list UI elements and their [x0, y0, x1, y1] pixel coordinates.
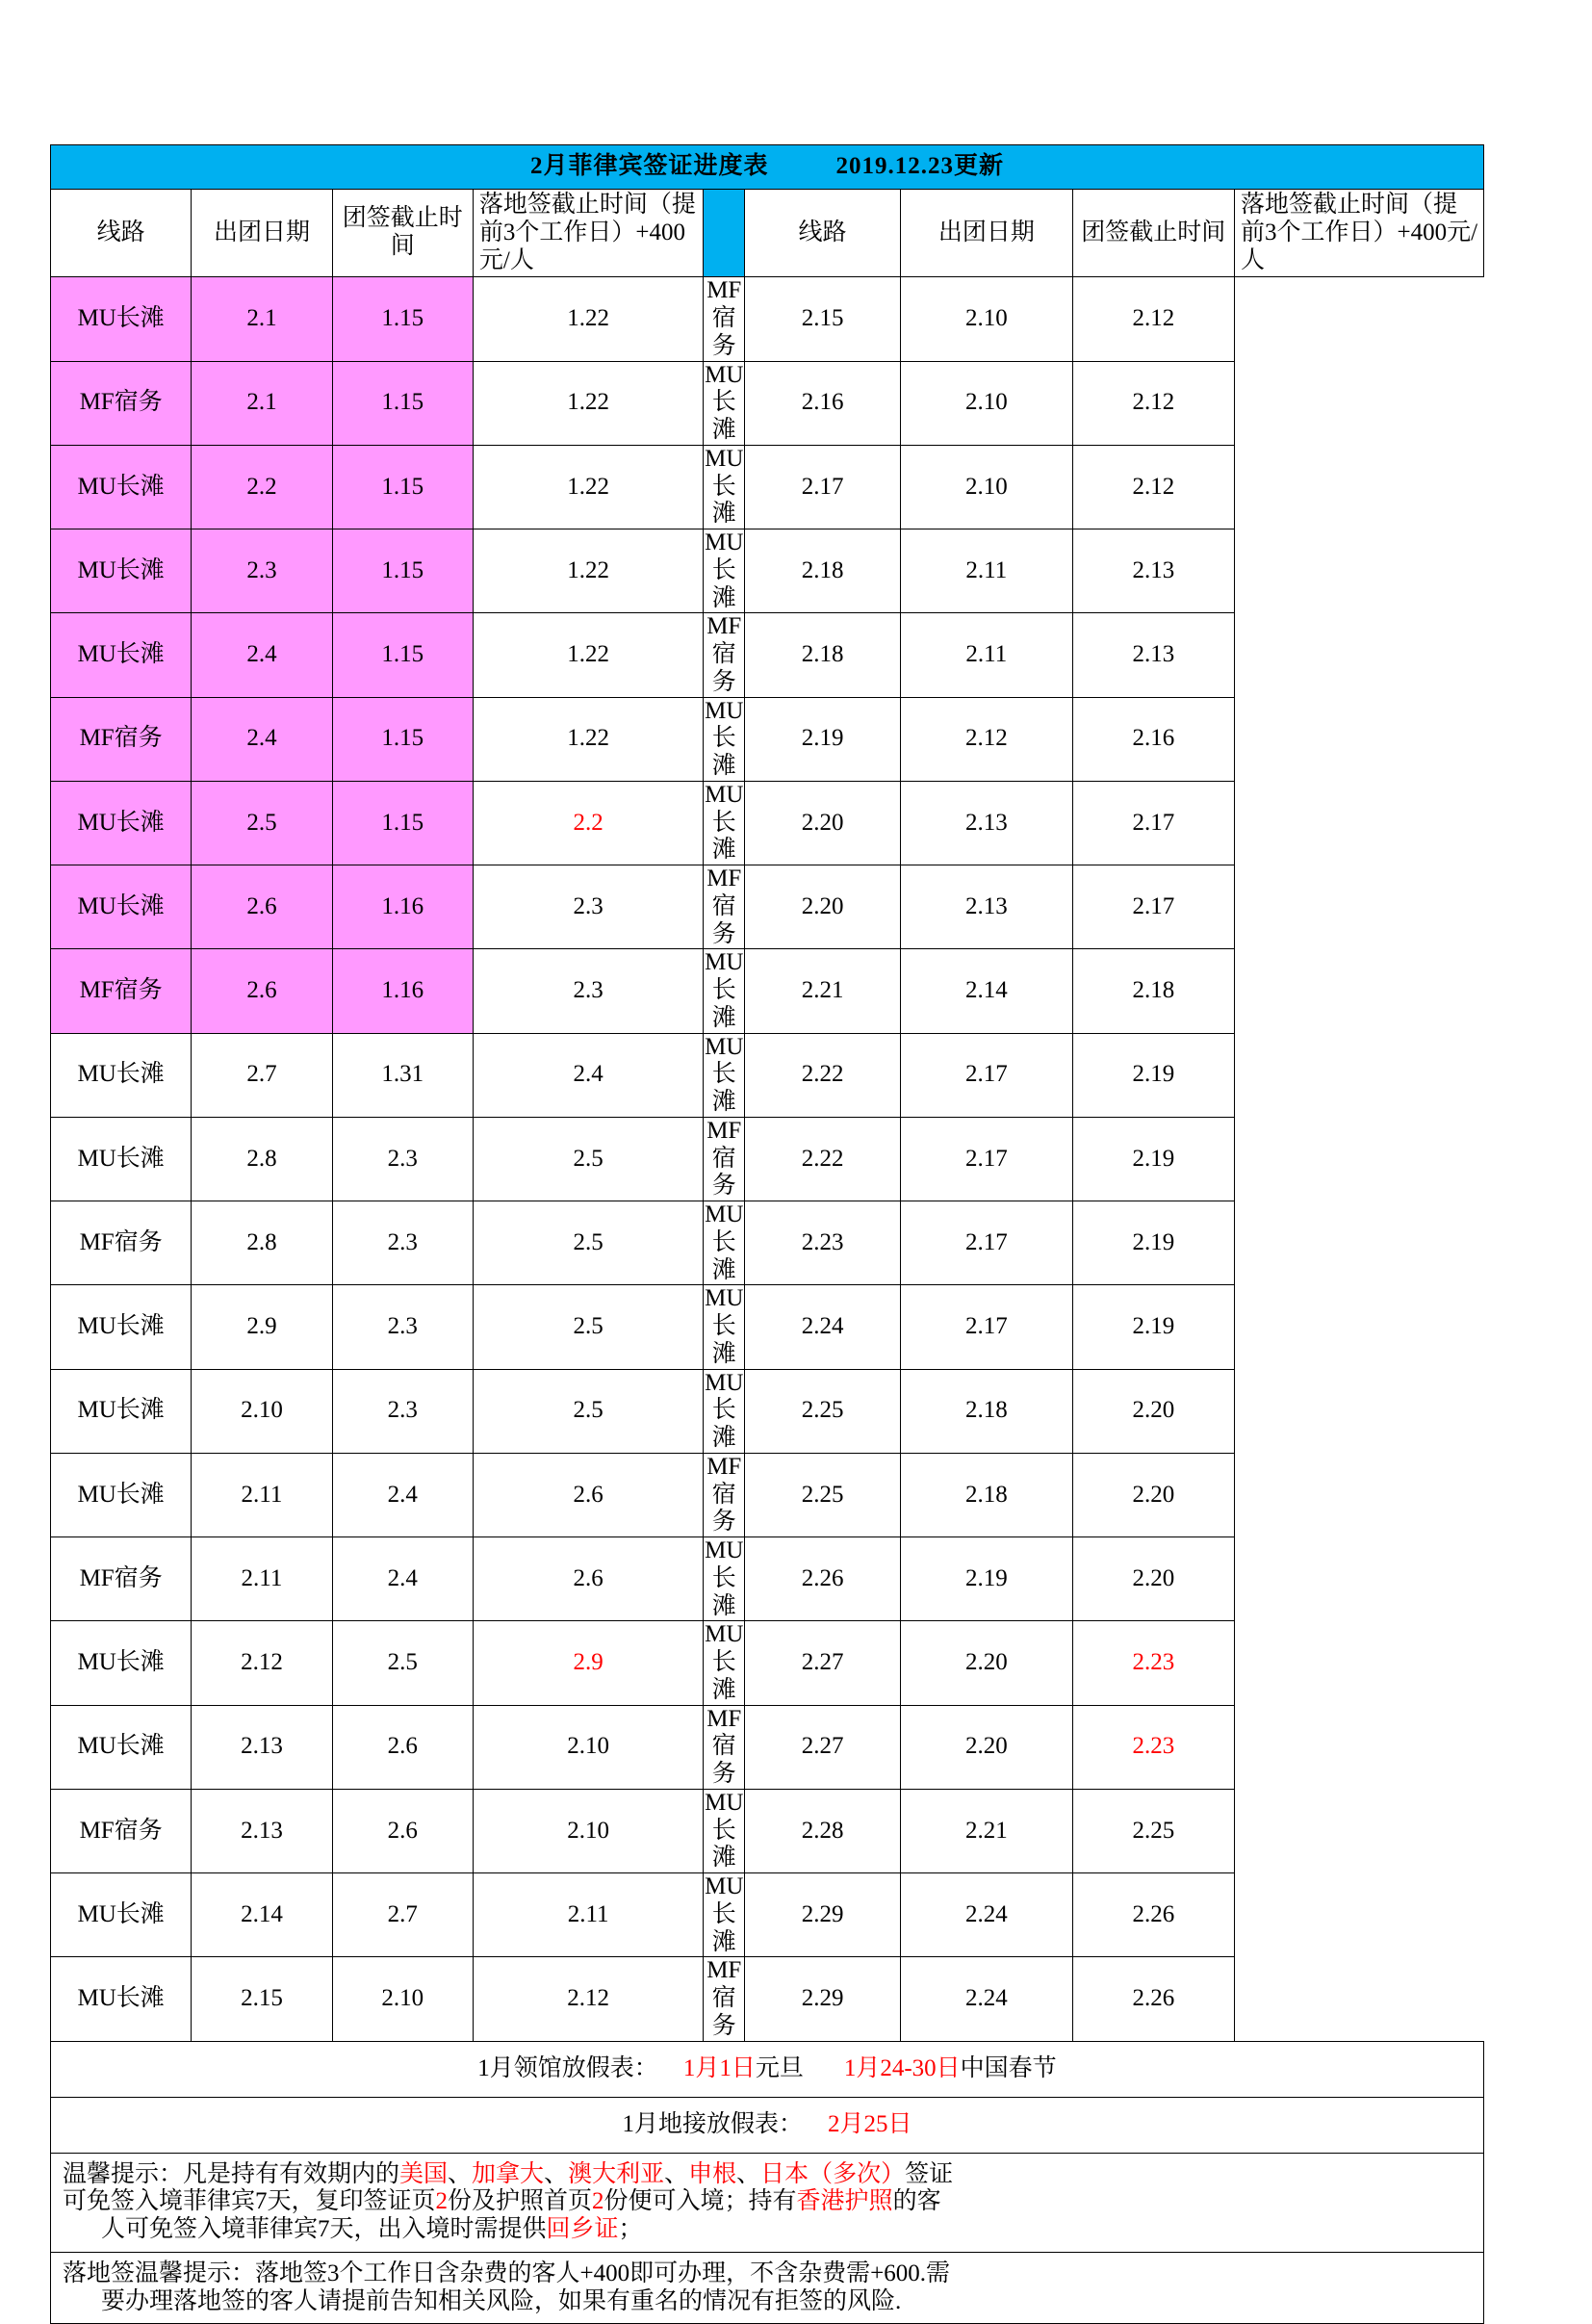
cell-left-route: MU长滩	[51, 529, 192, 613]
cell-left-depart: 2.9	[192, 1285, 332, 1369]
cell-left-group-deadline: 2.3	[332, 1369, 473, 1453]
cell-right-landing-deadline: 2.17	[1072, 865, 1234, 949]
table-row	[51, 1705, 1484, 1789]
table-row	[51, 1033, 1484, 1117]
cell-left-group-deadline: 2.6	[332, 1789, 473, 1872]
consulate-holiday-label: 1月领馆放假表：	[477, 2054, 658, 2081]
cell-right-depart: 2.20	[745, 781, 901, 865]
cell-right-depart: 2.27	[745, 1705, 901, 1789]
table-row	[51, 1285, 1484, 1369]
table-row	[51, 1537, 1484, 1621]
consulate-holiday-date-1: 1月1日	[682, 2054, 756, 2081]
cell-right-route: MF宿务	[704, 1117, 745, 1201]
cell-right-route: MU长滩	[704, 1033, 745, 1117]
hk-passport: 香港护照	[796, 2188, 893, 2215]
cell-left-landing-deadline: 2.3	[473, 865, 704, 949]
cell-left-depart: 2.15	[192, 1957, 332, 2041]
cell-left-depart: 2.8	[192, 1117, 332, 1201]
cell-left-group-deadline: 1.31	[332, 1033, 473, 1117]
column-separator	[704, 190, 745, 277]
cell-right-route: MU长滩	[704, 1537, 745, 1621]
visa-schedule-sheet	[50, 144, 1484, 2324]
cell-right-group-deadline: 2.18	[900, 1453, 1072, 1536]
warm-tip-line-3	[63, 2216, 1472, 2244]
cell-left-landing-deadline: 2.10	[473, 1789, 704, 1872]
cell-right-landing-deadline: 2.26	[1072, 1873, 1234, 1957]
table-row	[51, 1117, 1484, 1201]
cell-right-depart: 2.18	[745, 613, 901, 697]
cell-right-group-deadline: 2.17	[900, 1285, 1072, 1369]
cell-right-landing-deadline: 2.12	[1072, 445, 1234, 529]
landing-visa-tip-note	[51, 2252, 1484, 2324]
warm-tip-copies-passport: 2	[592, 2188, 604, 2215]
cell-left-landing-deadline: 1.22	[473, 613, 704, 697]
cell-left-depart: 2.13	[192, 1789, 332, 1872]
ground-holiday-date: 2月25日	[828, 2110, 912, 2137]
cell-left-landing-deadline: 1.22	[473, 697, 704, 781]
cell-left-landing-deadline: 2.11	[473, 1873, 704, 1957]
cell-left-depart: 2.8	[192, 1201, 332, 1285]
cell-right-landing-deadline: 2.12	[1072, 277, 1234, 361]
cell-right-route: MU长滩	[704, 1873, 745, 1957]
sheet-title-main: 2月菲律宾签证进度表	[529, 153, 769, 180]
country-australia: 澳大利亚	[568, 2160, 665, 2187]
cell-left-depart: 2.13	[192, 1705, 332, 1789]
cell-left-depart: 2.4	[192, 697, 332, 781]
cell-right-route: MU长滩	[704, 361, 745, 445]
sep-2: 、	[544, 2160, 569, 2187]
cell-right-landing-deadline: 2.18	[1072, 949, 1234, 1033]
cell-left-depart: 2.6	[192, 949, 332, 1033]
cell-left-group-deadline: 2.4	[332, 1453, 473, 1536]
landing-tip-line-2: 要办理落地签的客人请提前告知相关风险，如果有重名的情况有拒签的风险.	[101, 2287, 902, 2314]
cell-left-route: MU长滩	[51, 781, 192, 865]
cell-right-depart: 2.18	[745, 529, 901, 613]
cell-left-group-deadline: 1.15	[332, 697, 473, 781]
cell-right-landing-deadline: 2.23	[1072, 1705, 1234, 1789]
cell-left-route: MU长滩	[51, 865, 192, 949]
cell-right-depart: 2.23	[745, 1201, 901, 1285]
cell-left-group-deadline: 1.16	[332, 865, 473, 949]
cell-right-route: MU长滩	[704, 781, 745, 865]
cell-left-depart: 2.6	[192, 865, 332, 949]
cell-right-depart: 2.19	[745, 697, 901, 781]
cell-right-route: MU长滩	[704, 1201, 745, 1285]
cell-right-group-deadline: 2.24	[900, 1957, 1072, 2041]
cell-left-landing-deadline: 2.5	[473, 1201, 704, 1285]
cell-right-route: MU长滩	[704, 1285, 745, 1369]
cell-right-group-deadline: 2.21	[900, 1789, 1072, 1872]
cell-left-landing-deadline: 1.22	[473, 445, 704, 529]
cell-left-route: MU长滩	[51, 1453, 192, 1536]
table-row	[51, 697, 1484, 781]
cell-right-landing-deadline: 2.26	[1072, 1957, 1234, 2041]
table-row	[51, 1789, 1484, 1872]
cell-left-route: MU长滩	[51, 1369, 192, 1453]
cell-left-route: MF宿务	[51, 1201, 192, 1285]
cell-left-landing-deadline: 2.12	[473, 1957, 704, 2041]
warm-tip-note	[51, 2153, 1484, 2252]
country-japan: 日本（多次）	[760, 2160, 906, 2187]
cell-left-group-deadline: 1.15	[332, 781, 473, 865]
warm-tip-line-2	[63, 2188, 1472, 2216]
table-row	[51, 361, 1484, 445]
cell-right-group-deadline: 2.17	[900, 1033, 1072, 1117]
cell-left-depart: 2.10	[192, 1369, 332, 1453]
cell-left-route: MU长滩	[51, 1957, 192, 2041]
cell-right-route: MU长滩	[704, 529, 745, 613]
cell-left-depart: 2.7	[192, 1033, 332, 1117]
consulate-holiday-note	[51, 2041, 1484, 2097]
table-row	[51, 1369, 1484, 1453]
cell-right-route: MU长滩	[704, 1789, 745, 1872]
cell-right-group-deadline: 2.10	[900, 361, 1072, 445]
sheet-title	[51, 145, 1484, 190]
sheet-title-update: 2019.12.23更新	[835, 153, 1005, 180]
cell-left-route: MU长滩	[51, 1285, 192, 1369]
cell-left-group-deadline: 1.15	[332, 529, 473, 613]
cell-right-route: MF宿务	[704, 277, 745, 361]
ground-holiday-label: 1月地接放假表：	[622, 2110, 803, 2137]
header-left-group-deadline: 团签截止时间	[332, 190, 473, 277]
consulate-holiday-name-2: 中国春节	[960, 2054, 1057, 2081]
table-row	[51, 1957, 1484, 2041]
cell-right-landing-deadline: 2.19	[1072, 1117, 1234, 1201]
table-row	[51, 865, 1484, 949]
cell-left-group-deadline: 1.15	[332, 613, 473, 697]
cell-right-depart: 2.20	[745, 865, 901, 949]
cell-right-group-deadline: 2.17	[900, 1117, 1072, 1201]
cell-right-landing-deadline: 2.19	[1072, 1033, 1234, 1117]
warm-tip-visa-word: 签证	[905, 2160, 954, 2187]
cell-left-landing-deadline: 2.4	[473, 1033, 704, 1117]
landing-visa-tip-row	[51, 2252, 1484, 2324]
warm-tip-2g: 的客	[892, 2188, 941, 2215]
cell-left-route: MF宿务	[51, 949, 192, 1033]
cell-left-depart: 2.1	[192, 277, 332, 361]
cell-right-depart: 2.16	[745, 361, 901, 445]
cell-right-landing-deadline: 2.13	[1072, 613, 1234, 697]
visa-schedule-table	[50, 144, 1484, 2324]
warm-tip-2c: 份及护照首页	[448, 2188, 593, 2215]
table-row	[51, 613, 1484, 697]
table-row	[51, 1621, 1484, 1705]
cell-right-route: MF宿务	[704, 865, 745, 949]
ground-holiday-row	[51, 2097, 1484, 2153]
title-row	[51, 145, 1484, 190]
cell-left-group-deadline: 2.3	[332, 1285, 473, 1369]
cell-right-group-deadline: 2.10	[900, 445, 1072, 529]
cell-left-landing-deadline: 2.6	[473, 1537, 704, 1621]
cell-right-route: MU长滩	[704, 1621, 745, 1705]
header-right-landing-deadline: 落地签截止时间（提前3个工作日）+400元/人	[1234, 190, 1483, 277]
cell-right-route: MU长滩	[704, 445, 745, 529]
country-canada: 加拿大	[472, 2160, 545, 2187]
ground-holiday-note	[51, 2097, 1484, 2153]
cell-left-route: MU长滩	[51, 1621, 192, 1705]
cell-right-landing-deadline: 2.20	[1072, 1453, 1234, 1536]
header-right-group-deadline: 团签截止时间	[1072, 190, 1234, 277]
cell-right-group-deadline: 2.18	[900, 1369, 1072, 1453]
cell-right-route: MF宿务	[704, 1957, 745, 2041]
cell-left-landing-deadline: 2.3	[473, 949, 704, 1033]
cell-left-depart: 2.11	[192, 1537, 332, 1621]
cell-right-group-deadline: 2.24	[900, 1873, 1072, 1957]
header-row	[51, 190, 1484, 277]
cell-right-depart: 2.15	[745, 277, 901, 361]
warm-tip-3a: 人可免签入境菲律宾7天，出入境时需提供	[101, 2216, 547, 2242]
cell-left-landing-deadline: 2.10	[473, 1705, 704, 1789]
warm-tip-3c: ；	[618, 2216, 643, 2242]
cell-right-landing-deadline: 2.20	[1072, 1537, 1234, 1621]
cell-right-landing-deadline: 2.12	[1072, 361, 1234, 445]
cell-left-landing-deadline: 2.6	[473, 1453, 704, 1536]
warm-tip-copies-visa: 2	[435, 2188, 449, 2215]
cell-right-group-deadline: 2.10	[900, 277, 1072, 361]
cell-right-depart: 2.22	[745, 1117, 901, 1201]
cell-left-landing-deadline: 2.5	[473, 1117, 704, 1201]
cell-left-depart: 2.2	[192, 445, 332, 529]
cell-right-group-deadline: 2.19	[900, 1537, 1072, 1621]
cell-left-route: MF宿务	[51, 361, 192, 445]
cell-left-group-deadline: 1.15	[332, 277, 473, 361]
cell-left-depart: 2.4	[192, 613, 332, 697]
cell-right-depart: 2.25	[745, 1453, 901, 1536]
country-schengen: 申根	[688, 2160, 737, 2187]
cell-left-depart: 2.14	[192, 1873, 332, 1957]
cell-left-group-deadline: 2.7	[332, 1873, 473, 1957]
cell-left-group-deadline: 1.15	[332, 445, 473, 529]
cell-left-landing-deadline: 2.2	[473, 781, 704, 865]
cell-right-depart: 2.24	[745, 1285, 901, 1369]
cell-left-route: MU长滩	[51, 1033, 192, 1117]
cell-left-group-deadline: 1.15	[332, 361, 473, 445]
table-row	[51, 1201, 1484, 1285]
cell-right-route: MF宿务	[704, 1705, 745, 1789]
cell-left-landing-deadline: 2.5	[473, 1369, 704, 1453]
cell-left-route: MF宿务	[51, 1789, 192, 1872]
table-row	[51, 781, 1484, 865]
cell-right-group-deadline: 2.11	[900, 613, 1072, 697]
warm-tip-2e: 份便可入境；持有	[603, 2188, 797, 2215]
header-left-depart: 出团日期	[192, 190, 332, 277]
cell-right-route: MU长滩	[704, 949, 745, 1033]
cell-left-landing-deadline: 1.22	[473, 361, 704, 445]
cell-left-depart: 2.5	[192, 781, 332, 865]
cell-left-route: MU长滩	[51, 1705, 192, 1789]
cell-right-depart: 2.29	[745, 1957, 901, 2041]
cell-left-route: MU长滩	[51, 445, 192, 529]
table-row	[51, 1873, 1484, 1957]
cell-right-depart: 2.29	[745, 1873, 901, 1957]
cell-left-route: MU长滩	[51, 1873, 192, 1957]
table-row	[51, 1453, 1484, 1536]
cell-right-route: MU长滩	[704, 1369, 745, 1453]
cell-right-group-deadline: 2.11	[900, 529, 1072, 613]
table-row	[51, 277, 1484, 361]
cell-right-group-deadline: 2.14	[900, 949, 1072, 1033]
cell-left-landing-deadline: 2.5	[473, 1285, 704, 1369]
country-usa: 美国	[399, 2160, 449, 2187]
cell-right-depart: 2.21	[745, 949, 901, 1033]
cell-right-landing-deadline: 2.20	[1072, 1369, 1234, 1453]
cell-right-depart: 2.27	[745, 1621, 901, 1705]
cell-right-depart: 2.26	[745, 1537, 901, 1621]
header-left-route: 线路	[51, 190, 192, 277]
table-row	[51, 445, 1484, 529]
table-row	[51, 529, 1484, 613]
cell-right-route: MF宿务	[704, 613, 745, 697]
consulate-holiday-row	[51, 2041, 1484, 2097]
cell-right-route: MF宿务	[704, 1453, 745, 1536]
header-left-landing-deadline: 落地签截止时间（提前3个工作日）+400元/人	[473, 190, 704, 277]
cell-right-landing-deadline: 2.13	[1072, 529, 1234, 613]
cell-left-landing-deadline: 1.22	[473, 277, 704, 361]
cell-left-group-deadline: 2.10	[332, 1957, 473, 2041]
cell-left-depart: 2.3	[192, 529, 332, 613]
warm-tip-line-1	[63, 2161, 1472, 2189]
cell-right-landing-deadline: 2.19	[1072, 1285, 1234, 1369]
warm-tip-2a: 可免签入境菲律宾7天，复印签证页	[63, 2188, 436, 2215]
table-row	[51, 949, 1484, 1033]
cell-left-depart: 2.11	[192, 1453, 332, 1536]
header-right-depart: 出团日期	[900, 190, 1072, 277]
cell-right-landing-deadline: 2.16	[1072, 697, 1234, 781]
sep-1: 、	[448, 2160, 473, 2187]
consulate-holiday-name-1: 元旦	[755, 2054, 804, 2081]
home-return-permit: 回乡证	[546, 2216, 619, 2242]
cell-left-group-deadline: 2.5	[332, 1621, 473, 1705]
header-right-route: 线路	[745, 190, 901, 277]
cell-left-route: MU长滩	[51, 277, 192, 361]
cell-left-route: MF宿务	[51, 1537, 192, 1621]
cell-left-route: MU长滩	[51, 613, 192, 697]
cell-right-depart: 2.25	[745, 1369, 901, 1453]
cell-right-depart: 2.28	[745, 1789, 901, 1872]
cell-left-route: MF宿务	[51, 697, 192, 781]
cell-left-group-deadline: 1.16	[332, 949, 473, 1033]
cell-left-group-deadline: 2.6	[332, 1705, 473, 1789]
cell-right-landing-deadline: 2.23	[1072, 1621, 1234, 1705]
warm-tip-row	[51, 2153, 1484, 2252]
cell-right-group-deadline: 2.20	[900, 1621, 1072, 1705]
cell-right-group-deadline: 2.13	[900, 781, 1072, 865]
cell-left-depart: 2.12	[192, 1621, 332, 1705]
schedule-rows	[51, 277, 1484, 2041]
cell-right-group-deadline: 2.13	[900, 865, 1072, 949]
sep-3: 、	[664, 2160, 689, 2187]
cell-left-route: MU长滩	[51, 1117, 192, 1201]
cell-right-landing-deadline: 2.17	[1072, 781, 1234, 865]
cell-left-group-deadline: 2.4	[332, 1537, 473, 1621]
cell-right-depart: 2.22	[745, 1033, 901, 1117]
sep-4: 、	[736, 2160, 761, 2187]
cell-left-landing-deadline: 2.9	[473, 1621, 704, 1705]
cell-left-depart: 2.1	[192, 361, 332, 445]
consulate-holiday-date-2: 1月24-30日	[843, 2054, 961, 2081]
cell-right-landing-deadline: 2.25	[1072, 1789, 1234, 1872]
cell-right-group-deadline: 2.17	[900, 1201, 1072, 1285]
cell-right-depart: 2.17	[745, 445, 901, 529]
landing-tip-line-1: 落地签温馨提示：落地签3个工作日含杂费的客人+400即可办理，不含杂费需+600.需	[63, 2259, 950, 2286]
warm-tip-intro: 温馨提示：凡是持有有效期内的	[63, 2160, 400, 2187]
cell-right-group-deadline: 2.12	[900, 697, 1072, 781]
cell-right-route: MU长滩	[704, 697, 745, 781]
cell-left-group-deadline: 2.3	[332, 1117, 473, 1201]
cell-right-group-deadline: 2.20	[900, 1705, 1072, 1789]
cell-left-landing-deadline: 1.22	[473, 529, 704, 613]
cell-right-landing-deadline: 2.19	[1072, 1201, 1234, 1285]
cell-left-group-deadline: 2.3	[332, 1201, 473, 1285]
